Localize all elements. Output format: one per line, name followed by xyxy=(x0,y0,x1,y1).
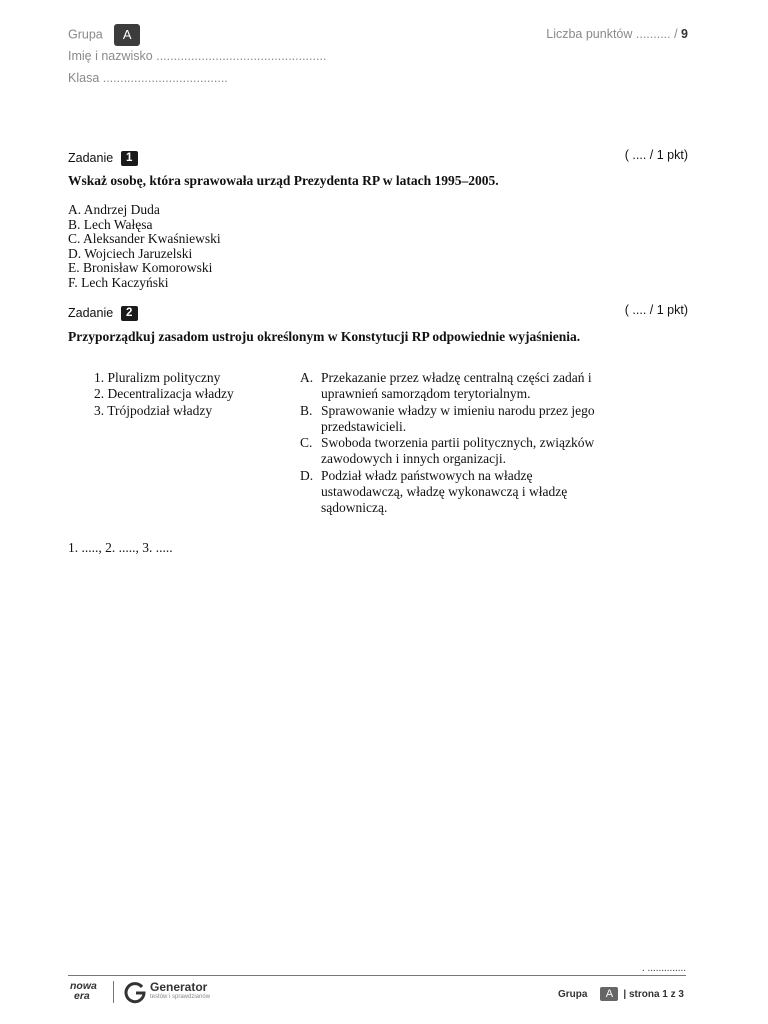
task-1-points: ( .... / 1 pkt) xyxy=(624,148,688,162)
task-2-points: ( .... / 1 pkt) xyxy=(624,303,688,317)
generator-g-icon xyxy=(123,980,147,1009)
task-number-badge: 1 xyxy=(121,151,138,166)
list-item xyxy=(300,468,610,517)
class-field: Klasa .................................... xyxy=(68,71,228,85)
option-b[interactable]: B. Lech Wałęsa xyxy=(68,216,153,232)
item-text: Swoboda tworzenia partii politycznych, związków zawodowych i innych organizacji. xyxy=(321,435,595,467)
list-item: 2. Decentralizacja władzy xyxy=(94,386,234,402)
logo-subtitle: testów i sprawdzianów xyxy=(150,994,211,1000)
option-e[interactable]: E. Bronisław Komorowski xyxy=(68,260,213,276)
list-item xyxy=(300,403,610,436)
points-max: 9 xyxy=(681,27,688,41)
generator-logo-text xyxy=(150,981,210,1001)
footer-dots: . .............. xyxy=(642,962,686,974)
logo-title: Generator xyxy=(150,980,208,994)
footer-group-badge: A xyxy=(600,987,618,1001)
list-item: 3. Trójpodział władzy xyxy=(94,402,213,418)
task-2-answer-field[interactable]: 1. ....., 2. ....., 3. ..... xyxy=(68,540,173,555)
footer-page-info xyxy=(558,987,684,1001)
item-text: Sprawowanie władzy w imieniu narodu przez jego przedstawicieli. xyxy=(321,402,595,434)
list-item xyxy=(300,435,610,468)
option-f[interactable]: F. Lech Kaczyński xyxy=(68,274,169,290)
item-letter: A. xyxy=(300,370,314,385)
group-field xyxy=(68,24,140,46)
item-text: Przekazanie przez władzę centralną części zadań i uprawnień samorządom terytorialnym. xyxy=(321,370,592,402)
item-letter: D. xyxy=(300,467,314,483)
task-2-explanations-list xyxy=(300,370,610,517)
group-label: Grupa xyxy=(68,27,103,42)
item-text: Podział władz państwowych na władzę ustawodawczą, władzę wykonawczą i władzę sądowniczą. xyxy=(321,467,568,516)
task-1-header xyxy=(68,151,138,166)
option-d[interactable]: D. Wojciech Jaruzelski xyxy=(68,245,193,261)
option-c[interactable]: C. Aleksander Kwaśniewski xyxy=(68,231,221,247)
option-a[interactable]: A. Andrzej Duda xyxy=(68,202,160,217)
item-letter: B. xyxy=(300,402,313,418)
logo-word-nowa: nowa xyxy=(70,980,97,992)
item-letter: C. xyxy=(300,435,313,451)
task-label: Zadanie xyxy=(68,306,114,320)
task-1-question: Wskaż osobę, która sprawowała urząd Prezydenta RP w latach 1995–2005. xyxy=(68,173,499,188)
group-badge: A xyxy=(114,24,140,46)
task-2-question: Przyporządkuj zasadom ustroju określonym w Konstytucji RP odpowiednie wyjaśnienia. xyxy=(68,329,581,344)
task-label: Zadanie xyxy=(68,151,114,165)
nowa-era-logo xyxy=(70,981,97,1001)
task-number-badge: 2 xyxy=(121,306,138,321)
logo-word-era: era xyxy=(74,990,90,1002)
task-1-options xyxy=(68,203,221,291)
page-indicator: | strona 1 z 3 xyxy=(623,988,684,1000)
task-2-header xyxy=(68,306,138,321)
points-label: Liczba punktów .......... / xyxy=(546,27,678,41)
list-item: 1. Pluralizm polityczny xyxy=(94,370,221,385)
task-2-principles-list xyxy=(94,370,234,419)
points-total xyxy=(546,27,688,41)
footer-group-label: Grupa xyxy=(557,988,588,1000)
logo-separator xyxy=(113,981,114,1003)
footer-divider xyxy=(68,975,686,976)
list-item xyxy=(300,370,610,403)
name-field: Imię i nazwisko ................................................. xyxy=(68,49,327,63)
